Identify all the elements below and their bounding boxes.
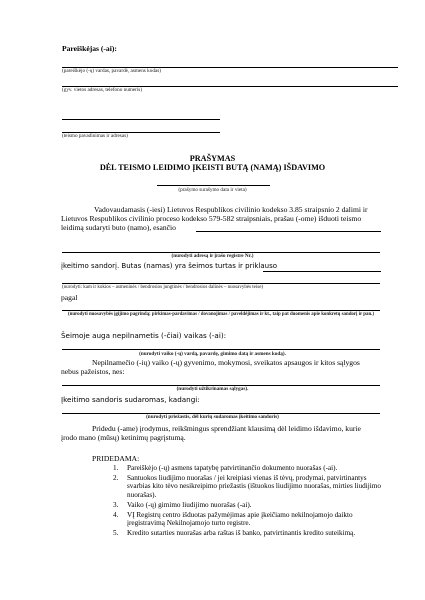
attachment-item (113, 474, 383, 500)
attachment-text: Pareiškėjo (-ų) asmens tapatybę patvirtinančio dokumento nuorašas (-ai). (127, 464, 338, 472)
court-caption: (teismo pavadinimas ir adresas) (62, 133, 128, 139)
document-title: PRAŠYMAS (189, 154, 236, 163)
evidence-line-2: įrodo mano (mūsų) ketinimų pagrįstumą. (61, 433, 186, 442)
attachment-item (113, 501, 383, 510)
attachments-heading: PRIDEDAMA: (92, 454, 140, 463)
attachments-list (113, 464, 383, 539)
attachment-item (113, 464, 383, 473)
attachment-number: 4. (113, 510, 119, 519)
minor-line-2: nebus pažeistos, nes: (61, 367, 125, 376)
pagal-label: pagal (61, 293, 78, 302)
attachment-number: 2. (113, 473, 119, 482)
attachment-text: Vaiko (-ų) gimimo liudijimo nuorašas (-ai). (127, 500, 252, 509)
attachment-number: 1. (113, 464, 119, 472)
reason-line: Įkeitimo sandoris sudaromas, kadangi: (61, 395, 200, 404)
attachment-number: 5. (113, 528, 119, 537)
pledge-fill-line (263, 271, 381, 272)
minor-line-1: Nepilnamečio (-ių) vaiko (-ų) gyvenimo, mokymosi, sveikatos apsaugos ir kitos sąlygos (92, 358, 360, 367)
conditions-caption: (nurodyti užtikrinamas sąlygas). (176, 386, 249, 392)
attachment-item (113, 529, 383, 538)
applicant-name-caption: (pareiškėjo (-ų) vardas, pavardė, asmens kodas) (62, 68, 161, 74)
intro-line-3: leidimą sudaryti buto (namo), esančio (61, 223, 176, 232)
applicant-label: Pareiškėjas (-ai): (62, 44, 117, 53)
court-line-1 (62, 119, 220, 120)
doc-caption: (nurodyti nuosavybės įgijimo pagrindą; pirkimas-pardavimas / dovanojimas / paveldėjimas ir kt., taip pat duomenis apie konkretų sandorį ir pan.) (67, 312, 375, 317)
attachment-text: Santuokos liudijimo nuorašas / jei kreipiasi vienas iš tėvų, prodymai, patvirtinantys svarbias kito tėvo nesikreipimo priežastis (ištuokos liudijimo nuorašas, mirties liudijimo nuorašas). (127, 473, 381, 500)
attachment-text: VĮ Registrų centro išduotas pažymėjimas apie įkeičiamo nekilnojamojo daikto įregistravimą Nekilnojamojo turto registre. (127, 510, 353, 528)
evidence-line-1: Pridedu (-ame) įrodymus, reikšmingus sprendžiant klausimą dėl leidimo išdavimo, kurie (92, 424, 361, 433)
date-caption: (prašymo surašymo data ir vieta) (178, 187, 247, 193)
attachment-number: 3. (113, 500, 119, 509)
doc-line (62, 310, 380, 311)
child-line (62, 349, 380, 350)
document-subtitle: DĖL TEISMO LEIDIMO ĮKEISTI BUTĄ (NAMĄ) IŠDAVIMO (99, 163, 326, 172)
applicant-address-caption: (gyv. vietos adresas, telefono numeris) (62, 87, 143, 93)
owner-caption: (nurodyti: kam ir kokios – asmeninės / bendrosios jungtinės / bendrosios dalinės – nuosavybės teise) (62, 285, 264, 290)
reason-caption: (nurodyti priežastis, dėl kurių sudaromas įkeitimo sandoris) (146, 414, 279, 420)
date-line (157, 185, 270, 186)
pledge-line: įkeitimo sandorį. Butas (namas) yra šeimos turtas ir priklauso (61, 262, 278, 270)
owner-line (62, 283, 380, 284)
attachment-item (113, 511, 383, 528)
child-caption: (nurodyti vaiko (-ų) vardą, pavardę, gimimo datą ir asmens kodą). (139, 351, 286, 357)
address-caption: (nurodyti adresą ir įrašo registre Nr.) (171, 253, 254, 259)
intro-fill-line (196, 231, 381, 232)
intro-line-2: Lietuvos Respublikos civilinio proceso kodekso 579-582 straipsniais, prašau (-ome) išduoti teismo (61, 214, 362, 223)
children-line: Šeimoje auga nepilnametis (-čiai) vaikas (-ai): (61, 331, 227, 340)
attachment-text: Kredito sutarties nuorašas arba raštas iš banko, patvirtinantis kredito suteikimą. (127, 528, 356, 537)
intro-line-1: Vadovaudamasis (-iesi) Lietuvos Respublikos civilinio kodekso 3.85 straipsnio 2 dalimi ir (94, 205, 368, 214)
